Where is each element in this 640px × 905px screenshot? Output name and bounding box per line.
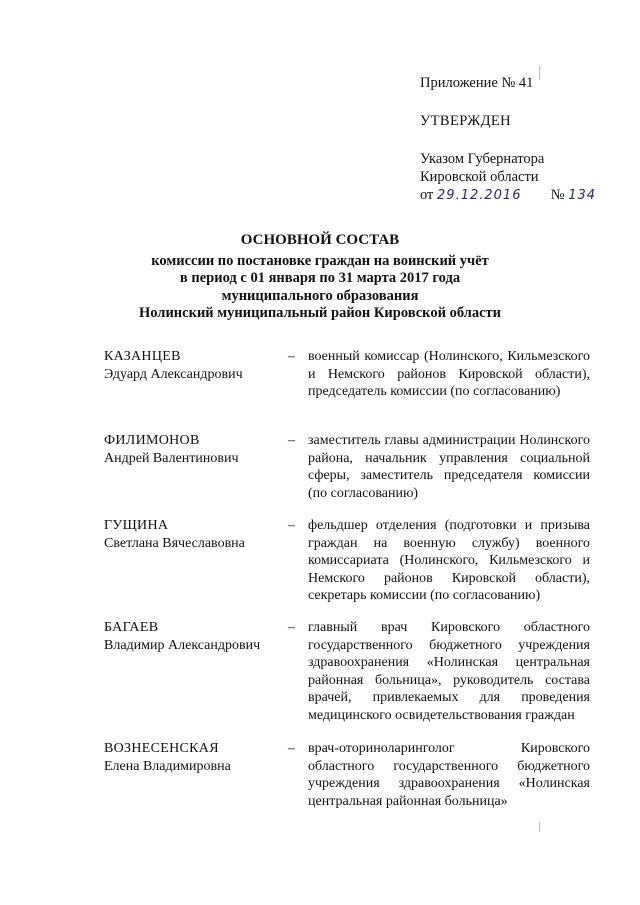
member-name xyxy=(104,740,284,775)
decree-reference xyxy=(420,150,620,205)
title-line: в период с 01 января по 31 марта 2017 года xyxy=(179,270,461,286)
approved-heading: УТВЕРЖДЕН xyxy=(420,113,512,129)
member-given-names: Елена Владимировна xyxy=(104,758,231,774)
member-given-names: Владимир Александрович xyxy=(104,637,261,653)
approval-block xyxy=(420,74,620,205)
member-role: главный врач Кировского областного государственного бюджетного учреждения здравоохранения «Нолинская центральная районная больница», руководитель состава врачей, привлекаемых для проведения медицинского освидетельствования граждан xyxy=(308,620,590,723)
member-given-names: Андрей Валентинович xyxy=(104,450,239,466)
title-line: муниципального образования xyxy=(221,287,419,304)
title-line: комиссии по постановке граждан на воинский учёт xyxy=(151,252,489,269)
number-prefix: № xyxy=(550,187,565,203)
member-surname: ВОЗНЕСЕНСКАЯ xyxy=(104,741,219,756)
member-name xyxy=(104,517,284,552)
member-surname: БАГАЕВ xyxy=(104,620,159,635)
handwritten-number: 134 xyxy=(568,188,597,203)
appendix-number: Приложение № 41 xyxy=(420,75,534,91)
member-role: военный комиссар (Нолинского, Кильмезского и Немского районов Кировской области), председатель комиссии (по согласованию) xyxy=(308,349,590,400)
member-role: врач-оториноларинголог Кировского областного государственного бюджетного учреждения здравоохранения «Нолинская центральная районная больница» xyxy=(308,741,590,809)
scan-margin-mark xyxy=(539,822,540,832)
member-dash: – xyxy=(288,518,295,533)
member-dash: – xyxy=(288,741,295,756)
member-role: заместитель главы администрации Нолинского района, начальник управления социальной сферы, заместитель председателя комиссии (по согласованию) xyxy=(308,433,590,501)
decree-line: Кировской области xyxy=(420,169,539,185)
member-name xyxy=(104,619,284,654)
member-role: фельдшер отделения (подготовки и призыва граждан на военную службу) военного комиссариата (Нолинского, Кильмезского и Немского районов Кировской области), секретарь комиссии (по согласованию) xyxy=(308,518,590,604)
decree-line: Указом Губернатора xyxy=(420,151,545,167)
member-surname: ФИЛИМОНОВ xyxy=(104,433,200,448)
title-line: Нолинский муниципальный район Кировской области xyxy=(138,305,502,321)
document-title xyxy=(60,232,580,323)
main-title: ОСНОВНОЙ СОСТАВ xyxy=(240,232,400,248)
member-given-names: Эдуард Александрович xyxy=(104,366,243,382)
member-dash: – xyxy=(288,433,295,448)
member-dash: – xyxy=(288,349,295,364)
member-dash: – xyxy=(288,620,295,635)
member-surname: ГУЩИНА xyxy=(104,518,169,533)
member-name xyxy=(104,432,284,467)
date-prefix: от xyxy=(420,187,434,203)
member-given-names: Светлана Вячеславовна xyxy=(104,535,245,551)
member-name xyxy=(104,348,284,383)
member-surname: КАЗАНЦЕВ xyxy=(104,349,181,364)
decree-date-line xyxy=(420,186,620,205)
handwritten-date: 29.12.2016 xyxy=(437,188,522,203)
